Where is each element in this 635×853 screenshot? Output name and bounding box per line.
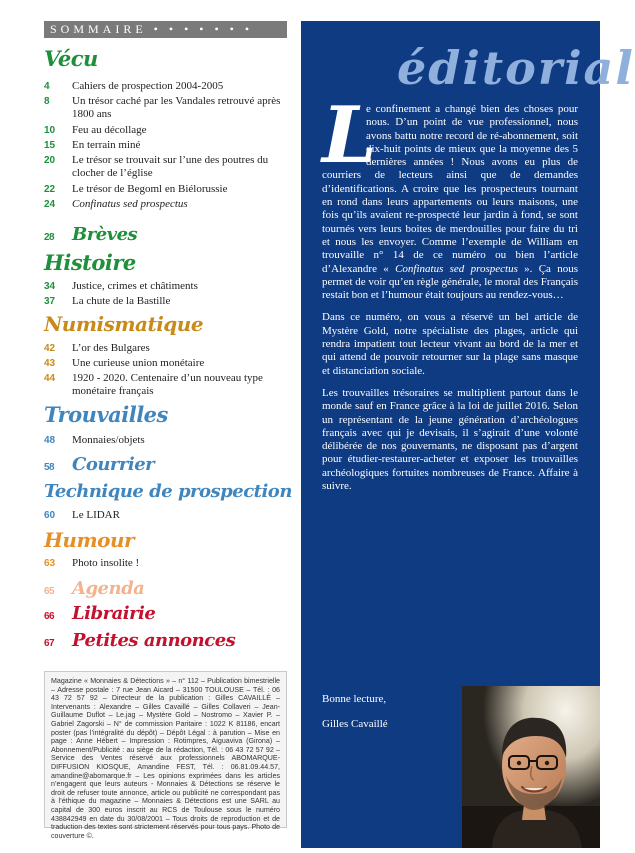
- humour-list: [44, 557, 287, 572]
- closing-line: Bonne lecture,: [322, 693, 387, 705]
- list-item: 63 Photo insolite !: [44, 557, 140, 569]
- list-item: 37 La chute de la Bastille: [44, 295, 171, 307]
- technique-list: [44, 509, 287, 524]
- list-item: 44 1920 - 2020. Centenaire d’un nouveau type monétaire français: [44, 372, 263, 397]
- author-portrait-image: [462, 686, 600, 848]
- section-histoire: Histoire: [44, 250, 136, 275]
- list-item: 15 En terrain miné: [44, 139, 141, 151]
- trouvailles-list: [44, 434, 287, 449]
- editorial-paragraph-1: L e confinement a changé bien des choses pour nous. D’un point de vue professionnel, nous avons battu notre record de ré-abonnement, soit dix-huit points de mieux que la moyenne des 5 dernières années ! Nous avons eu plus de courriers de lecteurs ainsi que de demandes d’identifications. A croire que les prospecteurs tournant en rond dans leurs appartements ou leurs maisons, une fois qu’ils avaient re-prospecté leur jardin à fond, se sont tournés vers leurs boites de merdouilles pour faire du tri et nous les envoyer. Comme l’exemple de William en trouvaille n° 14 de ce numéro ou bien l’article d’Alexandre « Confinatus sed prospectus ». Ça nous permet de voir qu’en règle générale, le moral des Français restait bon et l’humour était toujours au rendez-vous…: [322, 90, 578, 302]
- list-item: 60 Le LIDAR: [44, 509, 120, 521]
- section-breves: 28 Brèves: [44, 224, 138, 245]
- sommaire-column: [0, 0, 294, 848]
- section-humour: Humour: [44, 528, 135, 552]
- vecu-list: [44, 80, 287, 213]
- section-librairie: 66 Librairie: [44, 603, 156, 624]
- editorial-body: [322, 90, 578, 502]
- editorial-signature-block: [322, 693, 462, 743]
- numismatique-list: [44, 342, 287, 400]
- editorial-paragraph-2: Dans ce numéro, on vous a réservé un bel article de Mystère Gold, notre spécialiste des plages, article qui rendra impatient tout lecteur vivant au bord de la mer et qui attend de pouvoir retourner sur la plage sans masque et distanciation sociale.: [322, 311, 578, 377]
- list-item: 10 Feu au décollage: [44, 124, 147, 136]
- drop-cap: L: [322, 90, 377, 181]
- list-item: 34 Justice, crimes et châtiments: [44, 280, 198, 292]
- sommaire-header: SOMMAIRE • • • • • • •: [44, 21, 287, 38]
- list-item: 48 Monnaies/objets: [44, 434, 145, 446]
- editorial-title: éditorial: [397, 41, 635, 95]
- section-courrier: 58 Courrier: [44, 454, 155, 475]
- editorial-panel: [301, 21, 635, 848]
- author-photo: [462, 686, 600, 848]
- section-technique: Technique de prospection: [44, 481, 292, 502]
- section-vecu: Vécu: [44, 46, 98, 71]
- author-name: Gilles Cavaillé: [322, 718, 388, 730]
- list-item: 8 Un trésor caché par les Vandales retrouvé après 1800 ans: [44, 95, 281, 120]
- histoire-list: [44, 280, 287, 310]
- list-item: 24 Confinatus sed prospectus: [44, 198, 188, 210]
- list-item: 43 Une curieuse union monétaire: [44, 357, 205, 369]
- list-item: 42 L’or des Bulgares: [44, 342, 150, 354]
- section-trouvailles: Trouvailles: [44, 402, 168, 427]
- section-numismatique: Numismatique: [44, 312, 204, 336]
- section-petites-annonces: 67 Petites annonces: [44, 630, 236, 651]
- editorial-paragraph-3: Les trouvailles trésoraires se multiplient partout dans le monde sauf en France grâce à la loi de juillet 2016. Selon un représentant de la jeune génération d’archéologues français avec qui je devisais, il s’agirait d’une volonté délibérée de nos gouvernants, ne disposant pas d’argent pour étudier-restaurer-acheter et exposer les trouvailles archéologiques fortuites nombreuses de France. Affaire à suivre.: [322, 386, 578, 493]
- list-item: 22 Le trésor de Begoml en Biélorussie: [44, 183, 228, 195]
- list-item: 4 Cahiers de prospection 2004-2005: [44, 80, 224, 92]
- section-agenda: 65 Agenda: [44, 578, 145, 599]
- list-item: 20 Le trésor se trouvait sur l’une des poutres du clocher de l’église: [44, 154, 269, 179]
- legal-notice: Magazine « Monnaies & Détections » – n° 112 – Publication bimestrielle – Adresse postale : 7 rue Jean Aicard – 31500 TOULOUSE – Tél. : 06 43 72 57 92 – Directeur de la publication : Gilles CAVAILLÉ – Intervenants : Alexandre – Gilles Cavaillé – Gilles Collaveri – Jean-Guillaume Duflot – Le.jag – Mystère Gold – Nostromo – Xavier P. – Gabriel Zagorski – N° de commission Paritaire : 1022 K 81186, encart poster (pas l’intégralité du dépôt) – Dépôt Légal : à parution – Mise en page : Anne Hébert – Impression : Rotimpres, Aiguaviva (Girona) – Abonnement/Publicité : au siège de la rédaction, Tél. : 06 43 72 57 92 – Service des Ventes réservé aux professionnels ABOMARQUE-DIFFUSION KIOSQUE, Amandine FEST, Tél. : 06.81.09.44.57, amandine@abomarque.fr – Les opinions exprimées dans les articles n’engagent que leurs auteurs - Monnaies & Détections se réserve le droit de refuser toute annonce, article ou publicité ne correspondant pas à l’éthique du magazine – Monnaies & Détections est une SARL au capital de 300 euros inscrit au RCS de Toulouse sous le numéro 438842949 en date du 30/08/2001 – Tous droits de reproduction et de traduction des textes sont strictement réservés pour tous pays. Photo de couverture ©.: [44, 671, 287, 828]
